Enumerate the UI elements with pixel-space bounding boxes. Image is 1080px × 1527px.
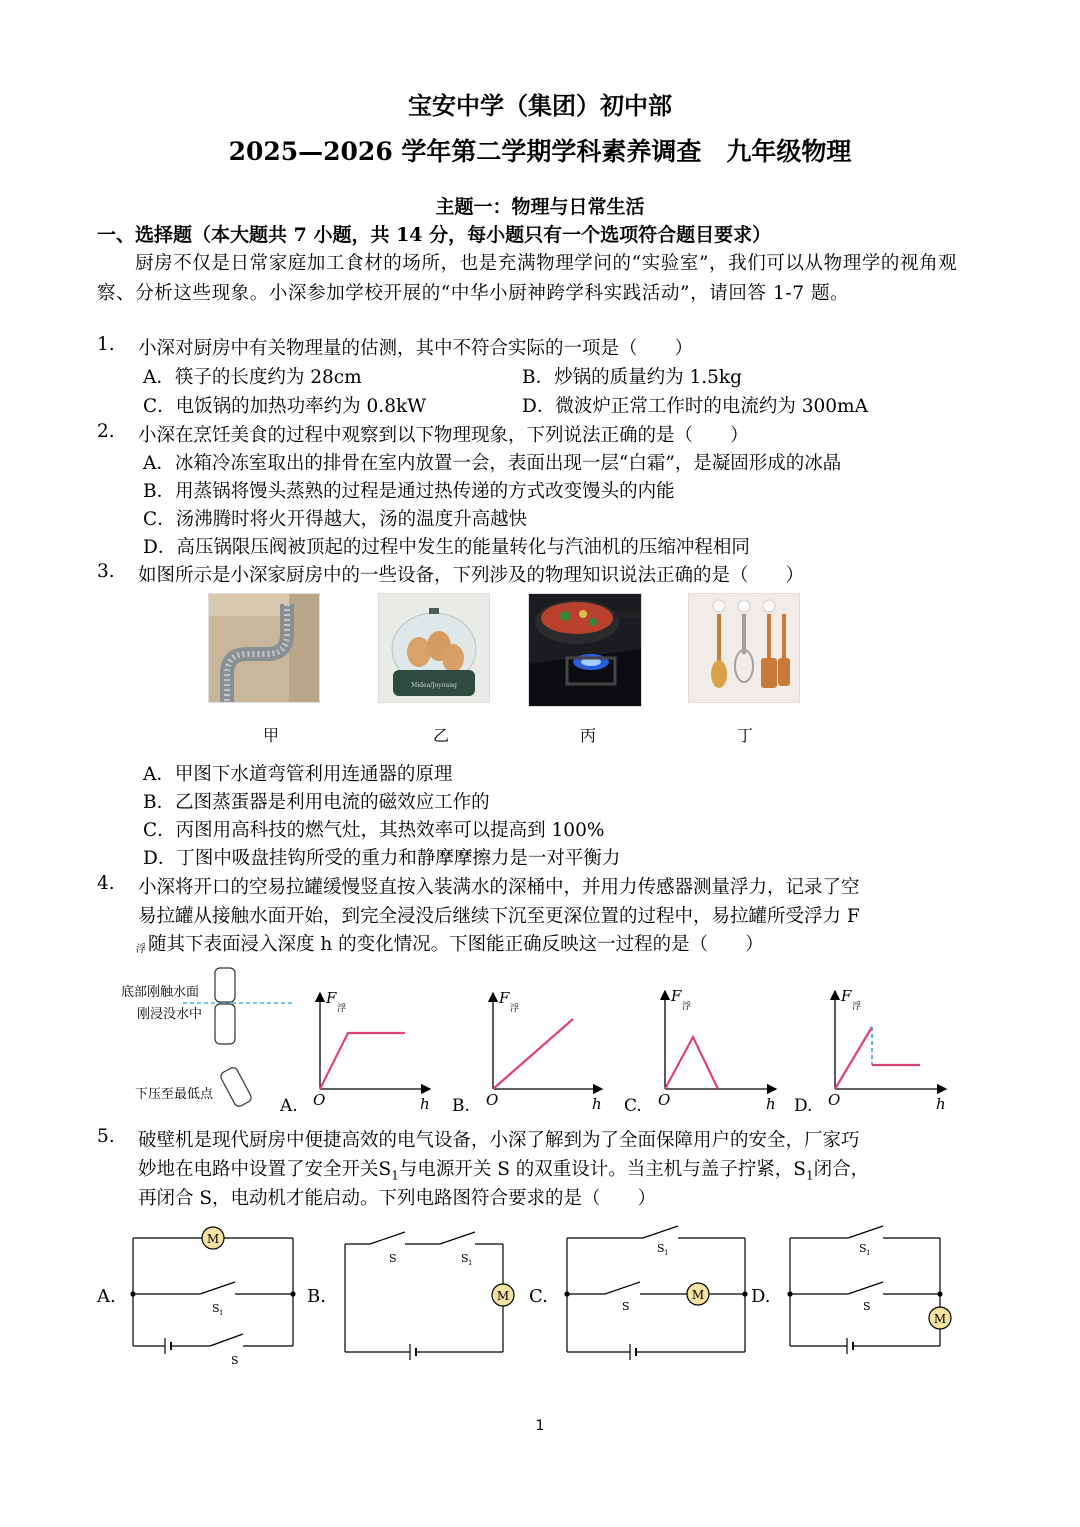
graph-a-x-label: h <box>420 1095 430 1113</box>
graph-d-y-label: F <box>841 987 852 1005</box>
graph-b-x-label: h <box>592 1095 602 1113</box>
circuit-c-s: S <box>622 1300 630 1313</box>
graph-b-y-label: F <box>499 989 510 1007</box>
page-number: 1 <box>535 1418 545 1434</box>
q1-option-b: B．炒锅的质量约为 1.5kg <box>522 367 742 388</box>
q5-line2 <box>138 1155 869 1183</box>
circuit-d-s1: S <box>859 1242 867 1255</box>
q1-option-d: D．微波炉正常工作时的电流约为 300mA <box>522 396 868 417</box>
theme-heading: 主题一：物理与日常生活 <box>435 196 645 218</box>
circuit-a-motor: M <box>206 1232 220 1246</box>
graph-d <box>794 987 946 1115</box>
q5-circuits <box>95 1220 985 1370</box>
q3-option-a: A．甲图下水道弯管利用连通器的原理 <box>143 764 453 785</box>
q3-number: 3. <box>97 561 115 582</box>
caption-bing: 丙 <box>580 726 597 745</box>
graph-b-origin: O <box>486 1091 499 1109</box>
q5-line3: 再闭合 S，电动机才能启动。下列电路图符合要求的是（ ） <box>138 1188 657 1209</box>
circuit-d-s: S <box>863 1300 871 1313</box>
caption-yi: 乙 <box>433 726 450 745</box>
graph-a-y-label: F <box>326 989 337 1007</box>
q3-option-d: D．丁图中吸盘挂钩所受的重力和静摩摩擦力是一对平衡力 <box>143 848 621 869</box>
q4-line3: 随其下表面浸入深度 h 的变化情况。下图能正确反映这一过程的是（ ） <box>148 934 764 955</box>
circuit-d-motor: M <box>933 1312 947 1326</box>
graph-c-y-sub: 浮 <box>682 1002 692 1012</box>
q4-float-subscript: 浮 <box>136 944 146 955</box>
circuit-b-s1-sub: 1 <box>468 1259 473 1267</box>
q5-line1: 破壁机是现代厨房中便捷高效的电气设备，小深了解到为了全面保障用户的安全，厂家巧 <box>138 1130 860 1151</box>
egg-steamer-photo <box>378 593 490 703</box>
q4-graphs <box>280 985 980 1115</box>
q5-line2-part2: 与电源开关 S 的双重设计。当主机与盖子拧紧，S <box>398 1159 806 1180</box>
circuit-a-s: S <box>231 1354 239 1367</box>
graph-d-y-sub: 浮 <box>852 1002 862 1012</box>
q3-option-c: C．丙图用高科技的燃气灶，其热效率可以提高到 100% <box>143 820 605 841</box>
q2-option-c: C．汤沸腾时将火开得越大，汤的温度升高越快 <box>143 509 528 530</box>
q5-number: 5. <box>97 1126 115 1147</box>
steamer-brand: Midea/Joyoung <box>411 682 457 689</box>
circuit-d-option: D. <box>751 1286 771 1307</box>
circuit-c-option: C. <box>529 1286 548 1307</box>
circuit-a-option: A. <box>97 1286 116 1307</box>
q2-option-a: A．冰箱冷冻室取出的排骨在室内放置一会，表面出现一层“白霜”，是凝固形成的冰晶 <box>143 453 842 474</box>
drain-pipe-photo <box>208 593 320 703</box>
graph-c <box>624 987 776 1115</box>
graph-c-y-label: F <box>671 987 682 1005</box>
circuit-c-motor: M <box>691 1288 705 1302</box>
q1-option-a: A．筷子的长度约为 28cm <box>143 367 362 388</box>
graph-a <box>280 989 430 1115</box>
q3-stem: 如图所示是小深家厨房中的一些设备，下列涉及的物理知识说法正确的是（ ） <box>138 565 805 586</box>
graph-b-option: B. <box>452 1096 470 1115</box>
circuit-b-option: B. <box>307 1286 326 1307</box>
q1-option-c: C．电饭锅的加热功率约为 0.8kW <box>143 396 427 417</box>
section-heading: 一、选择题（本大题共 7 小题，共 14 分，每小题只有一个选项符合题目要求） <box>97 224 772 246</box>
gas-stove-photo <box>528 593 642 707</box>
graph-d-x-label: h <box>936 1095 946 1113</box>
q5-line2-sub2: 1 <box>805 1168 814 1183</box>
circuit-c-s1-sub: 1 <box>664 1249 669 1257</box>
circuit-a-s1: S <box>212 1302 220 1315</box>
caption-ding: 丁 <box>737 726 754 745</box>
graph-b <box>452 989 602 1115</box>
graph-b-y-sub: 浮 <box>510 1004 520 1014</box>
q5-line2-part1: 妙地在电路中设置了安全开关S <box>138 1159 392 1180</box>
graph-c-option: C. <box>624 1096 642 1115</box>
intro-paragraph: 厨房不仅是日常家庭加工食材的场所，也是充满物理学问的“实验室”，我们可以从物理学的视角观察、分析这些现象。小深参加学校开展的“中华小厨神跨学科实践活动”，请回答 1-7 题。 <box>97 253 958 304</box>
q1-stem: 小深对厨房中有关物理量的估测，其中不符合实际的一项是（ ） <box>138 338 694 359</box>
utensil-hooks-photo <box>688 593 800 703</box>
q3-option-b: B．乙图蒸蛋器是利用电流的磁效应工作的 <box>143 792 490 813</box>
graph-a-origin: O <box>313 1091 326 1109</box>
q4-line1: 小深将开口的空易拉罐缓慢竖直按入装满水的深桶中，并用力传感器测量浮力，记录了空 <box>138 877 860 898</box>
label-lowest: 下压至最低点 <box>135 1087 214 1102</box>
q2-stem: 小深在烹饪美食的过程中观察到以下物理现象，下列说法正确的是（ ） <box>138 425 749 446</box>
circuit-b <box>307 1232 514 1360</box>
circuit-d <box>751 1226 951 1354</box>
q5-line2-part3: 闭合， <box>813 1159 870 1180</box>
q1-number: 1. <box>97 334 115 355</box>
circuit-b-motor: M <box>496 1289 510 1303</box>
graph-c-x-label: h <box>766 1095 776 1113</box>
label-touch-surface: 底部刚触水面 <box>121 985 200 1000</box>
q2-option-b: B．用蒸锅将馒头蒸熟的过程是通过热传递的方式改变馒头的内能 <box>143 481 675 502</box>
q2-number: 2. <box>97 421 115 442</box>
can-illustration <box>115 960 295 1120</box>
graph-d-origin: O <box>828 1091 841 1109</box>
exam-title: 2025—2026 学年第二学期学科素养调查 九年级物理 <box>228 137 852 166</box>
circuit-a-s1-sub: 1 <box>219 1309 224 1317</box>
graph-a-y-sub: 浮 <box>337 1004 347 1014</box>
graph-a-option: A. <box>280 1096 298 1115</box>
q4-line2: 易拉罐从接触水面开始，到完全浸没后继续下沉至更深位置的过程中，易拉罐所受浮力 F <box>138 906 860 927</box>
graph-d-option: D. <box>794 1096 813 1115</box>
circuit-d-s1-sub: 1 <box>866 1249 871 1257</box>
q4-number: 4. <box>97 873 115 894</box>
label-submerged: 刚浸没水中 <box>137 1007 203 1022</box>
circuit-b-s1: S <box>461 1252 469 1265</box>
school-title: 宝安中学（集团）初中部 <box>408 91 672 120</box>
q5-line2-sub1: 1 <box>391 1168 399 1183</box>
circuit-c-s1: S <box>657 1242 665 1255</box>
circuit-b-s: S <box>389 1252 397 1265</box>
caption-jia: 甲 <box>263 726 280 745</box>
q2-option-d: D．高压锅限压阀被顶起的过程中发生的能量转化与汽油机的压缩冲程相同 <box>143 537 750 558</box>
circuit-c <box>529 1226 747 1360</box>
graph-c-origin: O <box>658 1091 671 1109</box>
circuit-a <box>96 1227 295 1367</box>
